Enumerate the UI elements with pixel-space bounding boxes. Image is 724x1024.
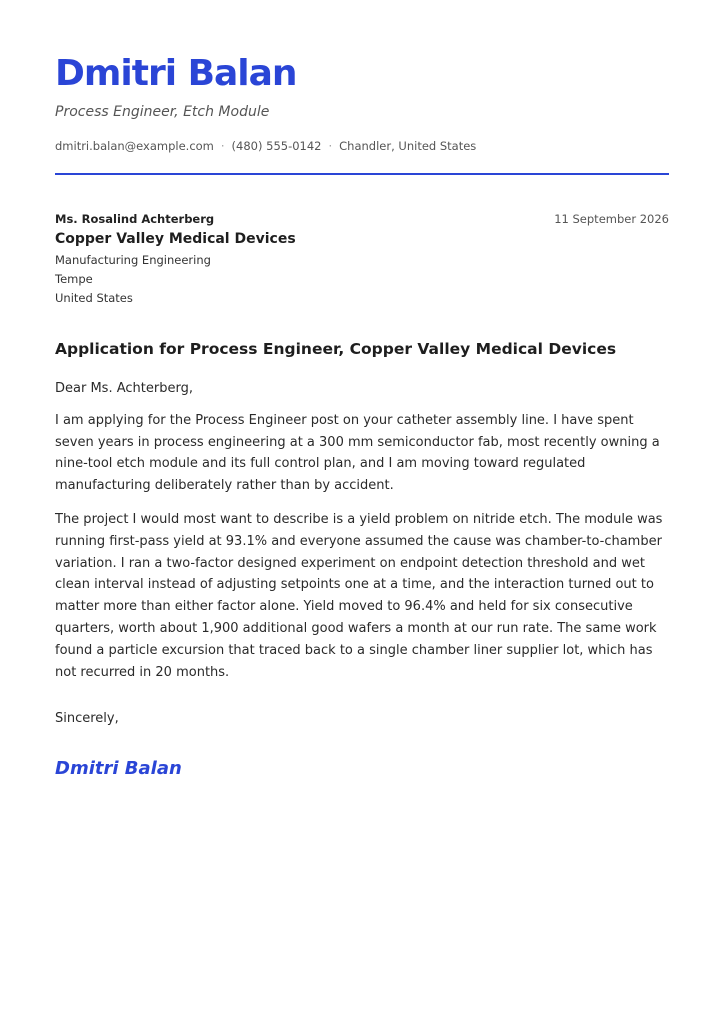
contact-separator: · xyxy=(328,139,333,153)
greeting: Dear Ms. Achterberg, xyxy=(55,381,193,396)
location-text: Chandler, United States xyxy=(339,139,477,153)
letter-date: 11 September 2026 xyxy=(554,212,669,226)
cover-letter-page xyxy=(55,0,669,1024)
recipient-city: Tempe xyxy=(55,272,93,286)
recipient-block xyxy=(55,211,669,308)
body-paragraph: The project I would most want to describe is a yield problem on nitride etch. The module was running first-pass yield at 93.1% and everyone assumed the cause was chamber-to-chamber variation. I ran a two-factor designed experiment on endpoint detection threshold and wet clean interval instead of adjusting setpoints one at a time, and the interaction turned out to matter more than either factor alone. Yield moved to 96.4% and held for six consecutive quarters, worth about 1,900 additional good wafers a month at our run rate. The same work found a particle excursion that traced back to a single chamber liner supplier lot, which has not recurred in 20 months. xyxy=(55,511,663,680)
applicant-title: Process Engineer, Etch Module xyxy=(55,104,270,120)
body-paragraph: I am applying for the Process Engineer post on your catheter assembly line. I have spent seven years in process engineering at a 300 mm semiconductor fab, most recently owning a nine-tool etch module and its full control plan, and I am moving toward regulated manufacturing deliberately rather than by accident. xyxy=(55,412,660,494)
recipient-name: Ms. Rosalind Achterberg xyxy=(55,212,215,226)
phone-text: (480) 555-0142 xyxy=(231,139,322,153)
recipient-company: Copper Valley Medical Devices xyxy=(55,231,296,247)
email-text: dmitri.balan@example.com xyxy=(55,139,214,153)
recipient-department: Manufacturing Engineering xyxy=(55,253,211,267)
contact-line xyxy=(55,139,476,153)
signature: Dmitri Balan xyxy=(55,758,182,779)
applicant-name: Dmitri Balan xyxy=(55,53,297,94)
closing: Sincerely, xyxy=(55,711,119,726)
letter-subject: Application for Process Engineer, Copper Valley Medical Devices xyxy=(55,340,617,358)
header-divider xyxy=(55,173,669,175)
contact-separator: · xyxy=(220,139,225,153)
letter-body xyxy=(55,378,669,695)
recipient-country: United States xyxy=(55,291,133,305)
